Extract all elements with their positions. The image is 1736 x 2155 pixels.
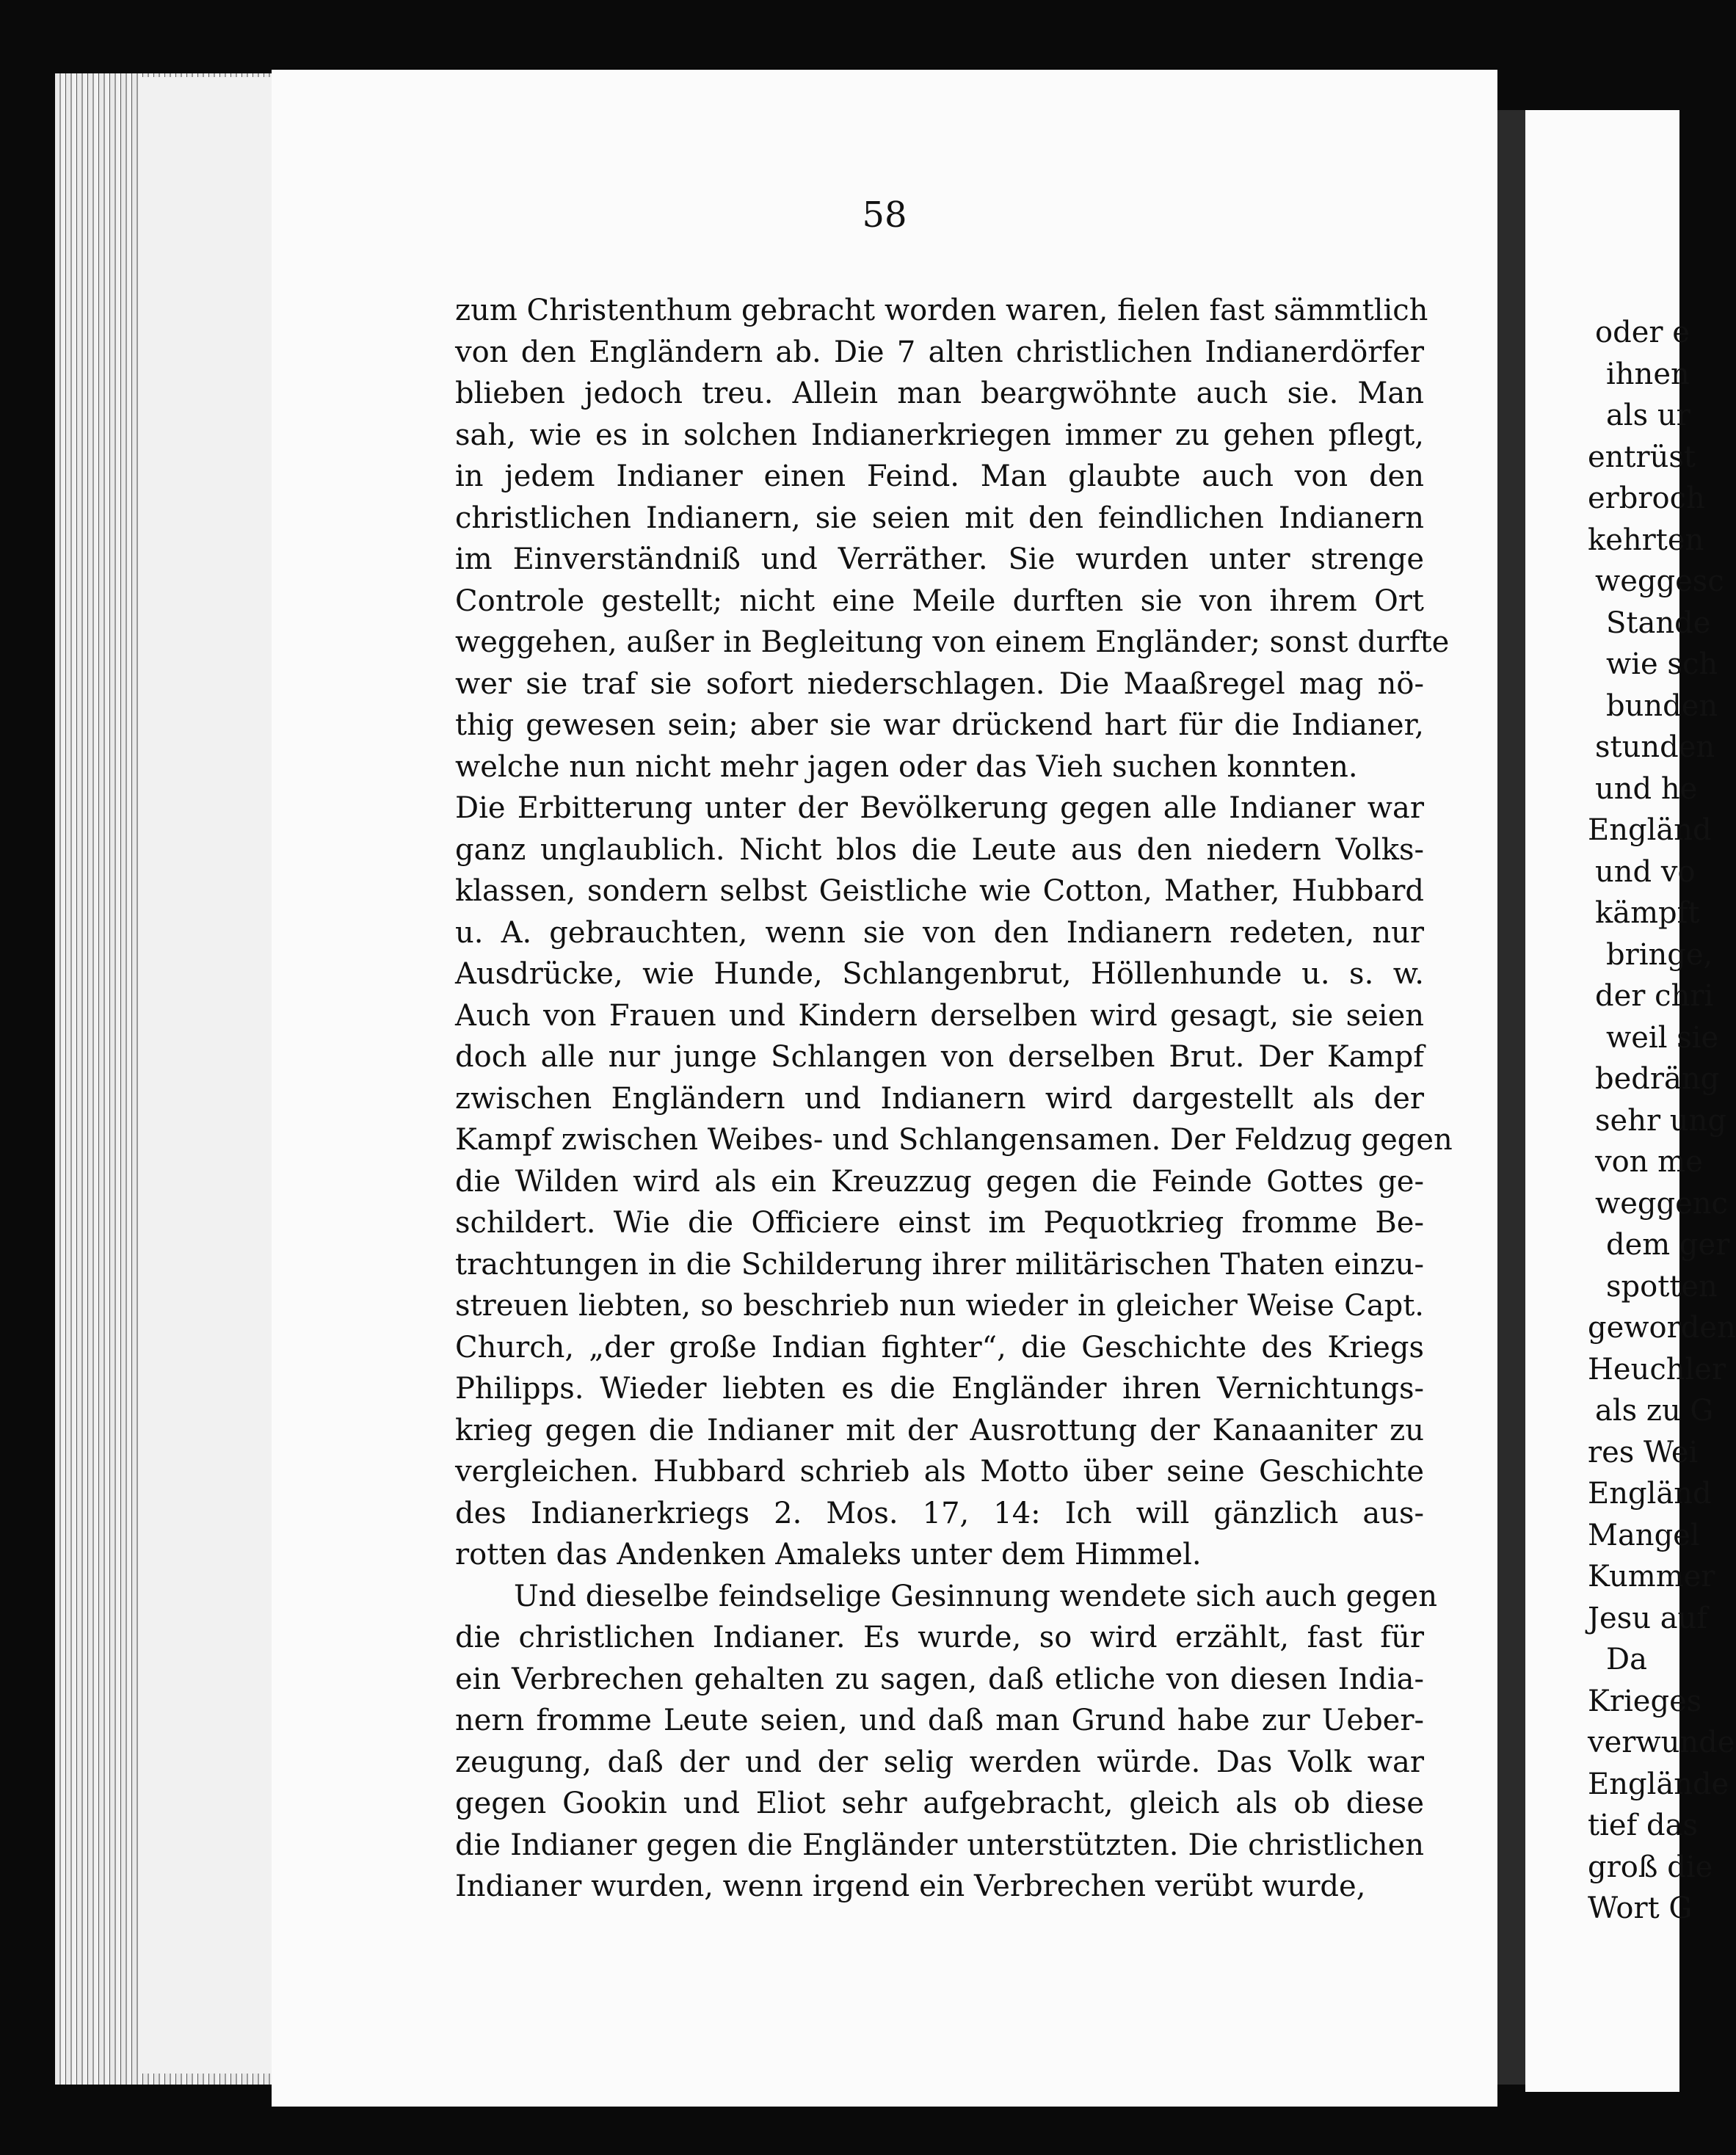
text-line: zum Christenthum gebracht worden waren, fielen fast sämmtlich: [455, 294, 1428, 327]
text-line: wer sie traf sie sofort niederschlagen. Die Maaßregel mag nö-: [455, 666, 1424, 701]
text-line: die Wilden wird als ein Kreuzzug gegen die Feinde Gottes ge-: [455, 1164, 1424, 1199]
text-line: Heuchler: [1588, 1352, 1726, 1387]
text-line: sah, wie es in solchen Indianerkriegen immer zu gehen pflegt,: [455, 418, 1424, 452]
text-line: kämpft: [1595, 896, 1700, 930]
page-number: 58: [862, 195, 907, 236]
text-line: weggehen, außer in Begleitung von einem Engländer; sonst durfte: [455, 625, 1450, 659]
page-body-text: [455, 290, 1453, 1908]
text-line: Kampf zwischen Weibes- und Schlangensamen. Der Feldzug gegen: [455, 1123, 1453, 1157]
text-line: geworden: [1588, 1311, 1736, 1345]
text-line: Ausdrücke, wie Hunde, Schlangenbrut, Höllenhunde u. s. w.: [455, 957, 1424, 991]
text-line: ganz unglaublich. Nicht blos die Leute aus den niedern Volks-: [455, 832, 1424, 867]
text-line: christlichen Indianern, sie seien mit den feindlichen Indianern: [455, 501, 1424, 535]
text-line: spotten: [1606, 1269, 1718, 1304]
text-line: als ur: [1606, 399, 1690, 432]
text-line: res Wei: [1588, 1435, 1699, 1469]
text-line: doch alle nur junge Schlangen von derselben Brut. Der Kampf: [455, 1040, 1424, 1074]
text-line: des Indianerkriegs 2. Mos. 17, 14: Ich will gänzlich aus-: [455, 1496, 1424, 1530]
text-line: Stande: [1606, 606, 1711, 640]
text-line: Indianer wurden, wenn irgend ein Verbrechen verübt wurde,: [455, 1869, 1366, 1903]
text-line: trachtungen in die Schilderung ihrer militärischen Thaten einzu-: [455, 1247, 1424, 1282]
text-line: Wort G: [1588, 1891, 1693, 1925]
text-line: Auch von Frauen und Kindern derselben wird gesagt, sie seien: [455, 998, 1424, 1033]
text-line: zeugung, daß der und der selig werden würde. Das Volk war: [455, 1745, 1424, 1779]
text-line: bedräng: [1595, 1062, 1720, 1096]
text-line: Englände: [1588, 1767, 1729, 1801]
text-line: Kummer: [1588, 1560, 1715, 1593]
text-line: die christlichen Indianer. Es wurde, so wird erzählt, fast für: [455, 1621, 1424, 1654]
text-line: entrüst: [1588, 440, 1696, 474]
text-line: die Indianer gegen die Engländer unterstützten. Die christlichen: [455, 1828, 1424, 1862]
text-line: im Einverständniß und Verräther. Sie wurden unter strenge: [455, 542, 1424, 576]
text-line: thig gewesen sein; aber sie war drückend hart für die Indianer,: [455, 708, 1424, 742]
text-line: sehr ung: [1595, 1103, 1726, 1138]
text-line: welche nun nicht mehr jagen oder das Vieh suchen konnten.: [455, 749, 1358, 784]
text-line: Und dieselbe feindselige Gesinnung wendete sich auch gegen: [514, 1579, 1437, 1613]
text-line: weggenc: [1595, 1186, 1728, 1221]
text-line: Philipps. Wieder liebten es die Engländer ihren Vernichtungs-: [455, 1372, 1424, 1406]
text-line: und he: [1595, 771, 1698, 806]
text-line: ihnen: [1606, 357, 1690, 391]
text-line: groß die: [1588, 1850, 1713, 1884]
text-line: von me: [1595, 1145, 1703, 1179]
text-line: wie sch: [1606, 647, 1718, 681]
text-line: ein Verbrechen gehalten zu sagen, daß etliche von diesen India-: [455, 1662, 1424, 1696]
text-line: Mangel: [1588, 1518, 1700, 1552]
text-line: stunden: [1595, 730, 1715, 764]
text-line: Church, „der große Indian fighter“, die Geschichte des Kriegs: [455, 1330, 1424, 1364]
text-line: Da: [1606, 1643, 1647, 1676]
text-line: Engländ: [1588, 1477, 1712, 1511]
text-line: Krieges: [1588, 1684, 1702, 1718]
text-line: erbroch: [1588, 481, 1705, 515]
text-line: oder e: [1595, 316, 1690, 349]
text-line: vergleichen. Hubbard schrieb als Motto über seine Geschichte: [455, 1455, 1424, 1489]
text-line: Controle gestellt; nicht eine Meile durften sie von ihrem Ort: [455, 584, 1424, 618]
text-line: weggesc: [1595, 564, 1724, 598]
text-line: krieg gegen die Indianer mit der Ausrottung der Kanaaniter zu: [455, 1413, 1424, 1447]
text-line: gegen Gookin und Eliot sehr aufgebracht, gleich als ob diese: [455, 1787, 1424, 1820]
text-line: in jedem Indianer einen Feind. Man glaubte auch von den: [455, 459, 1424, 493]
text-line: der chri: [1595, 979, 1714, 1013]
left-page: [272, 70, 1497, 2107]
text-line: nern fromme Leute seien, und daß man Grund habe zur Ueber-: [455, 1704, 1424, 1737]
text-line: dem ger: [1606, 1228, 1730, 1262]
text-line: verwunde: [1588, 1726, 1735, 1759]
text-line: Engländ: [1588, 813, 1712, 847]
text-line: Jesu auf: [1588, 1601, 1708, 1635]
text-line: schildert. Wie die Officiere einst im Pequotkrieg fromme Be-: [455, 1206, 1424, 1240]
right-page-text: [1588, 312, 1735, 1930]
text-line: klassen, sondern selbst Geistliche wie Cotton, Mather, Hubbard: [455, 874, 1424, 908]
text-line: streuen liebten, so beschrieb nun wieder in gleicher Weise Capt.: [455, 1289, 1424, 1323]
book-gutter: [1497, 110, 1525, 2085]
text-line: blieben jedoch treu. Allein man beargwöhnte auch sie. Man: [455, 377, 1424, 410]
text-line: Die Erbitterung unter der Bevölkerung gegen alle Indianer war: [455, 791, 1424, 825]
page-edges-inner: [139, 77, 275, 2074]
text-line: kehrten: [1588, 523, 1704, 557]
right-page-fragment: [1525, 110, 1736, 2092]
text-line: u. A. gebrauchten, wenn sie von den Indianern redeten, nur: [455, 915, 1424, 950]
text-line: und vo: [1595, 854, 1696, 889]
text-line: zwischen Engländern und Indianern wird dargestellt als der: [455, 1081, 1424, 1116]
text-line: weil sie: [1606, 1020, 1719, 1055]
text-line: bunden: [1606, 688, 1718, 723]
text-line: bringe,: [1606, 937, 1713, 972]
text-line: rotten das Andenken Amaleks unter dem Himmel.: [455, 1538, 1202, 1571]
text-line: von den Engländern ab. Die 7 alten christlichen Indianerdörfer: [455, 335, 1424, 369]
text-line: als zu G: [1595, 1394, 1714, 1428]
text-line: tief das: [1588, 1809, 1699, 1842]
